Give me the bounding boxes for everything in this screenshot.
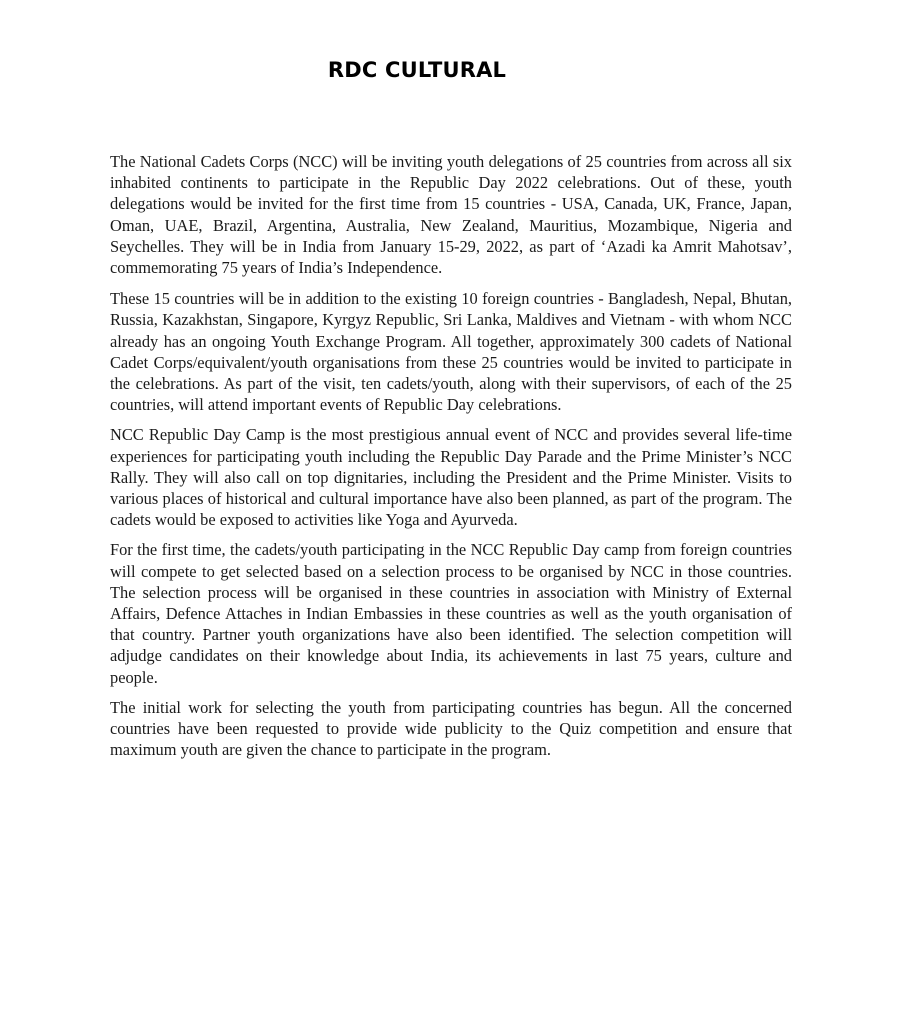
paragraph-4: For the first time, the cadets/youth participating in the NCC Republic Day camp from foreign countries will compete to get selected based on a selection process to be organised by NCC in those countries. The selection process will be organised in these countries in association with Ministry of External Affairs, Defence Attaches in Indian Embassies in these countries as well as the youth organisation of that country. Partner youth organizations have also been identified. The selection competition will adjudge candidates on their knowledge about India, its achievements in last 75 years, culture and people. bbox=[110, 540, 792, 687]
paragraph-2: These 15 countries will be in addition to the existing 10 foreign countries - Bangladesh, Nepal, Bhutan, Russia, Kazakhstan, Singapore, Kyrgyz Republic, Sri Lanka, Maldives and Vietnam - with whom NCC already has an ongoing Youth Exchange Program. All together, approximately 300 cadets of National Cadet Corps/equivalent/youth organisations from these 25 countries would be invited to participate in the celebrations. As part of the visit, ten cadets/youth, along with their supervisors, of each of the 25 countries, will attend important events of Republic Day celebrations. bbox=[110, 289, 792, 415]
document-body bbox=[110, 151, 792, 769]
document-title: RDC CULTURAL bbox=[327, 58, 507, 82]
paragraph-3: NCC Republic Day Camp is the most prestigious annual event of NCC and provides several life-time experiences for participating youth including the Republic Day Parade and the Prime Minister’s NCC Rally. They will also call on top dignitaries, including the President and the Prime Minister. Visits to various places of historical and cultural importance have also been planned, as part of the program. The cadets would be exposed to activities like Yoga and Ayurveda. bbox=[110, 425, 792, 530]
paragraph-5: The initial work for selecting the youth from participating countries has begun. All the concerned countries have been requested to provide wide publicity to the Quiz competition and ensure that maximum youth are given the chance to participate in the program. bbox=[110, 697, 792, 760]
paragraph-1: The National Cadets Corps (NCC) will be inviting youth delegations of 25 countries from across all six inhabited continents to participate in the Republic Day 2022 celebrations. Out of these, youth delegations would be invited for the first time from 15 countries - USA, Canada, UK, France, Japan, Oman, UAE, Brazil, Argentina, Australia, New Zealand, Mauritius, Mozambique, Nigeria and Seychelles. They will be in India from January 15-29, 2022, as part of ‘Azadi ka Amrit Mahotsav’, commemorating 75 years of India’s Independence. bbox=[110, 152, 792, 278]
